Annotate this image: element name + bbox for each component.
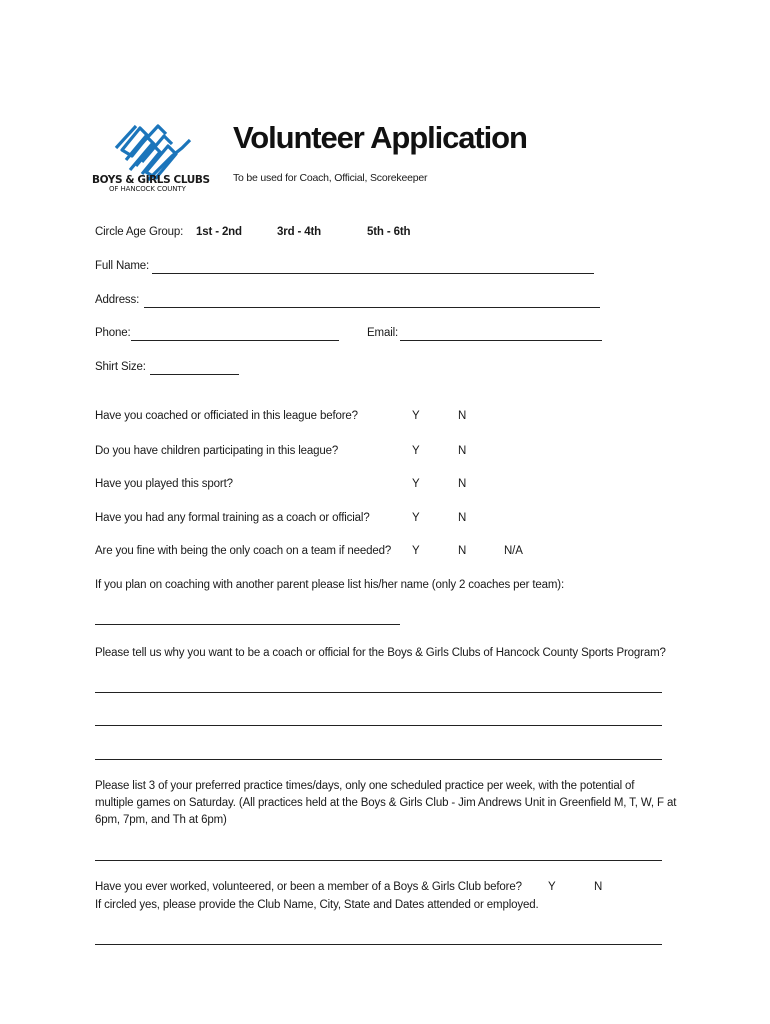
question-only-coach: Are you fine with being the only coach on a team if needed? bbox=[95, 545, 392, 557]
question-played-sport: Have you played this sport? bbox=[95, 478, 233, 490]
page-title: Volunteer Application bbox=[233, 120, 527, 155]
page-subtitle: To be used for Coach, Official, Scorekeeper bbox=[233, 172, 428, 184]
age-option-5th-6th[interactable]: 5th - 6th bbox=[367, 226, 411, 238]
answer-yes[interactable]: Y bbox=[412, 410, 420, 422]
answer-yes[interactable]: Y bbox=[412, 545, 420, 557]
practice-prompt-line-1: Please list 3 of your preferred practice times/days, only one scheduled practice per week, with the potential of bbox=[95, 780, 635, 792]
email-line[interactable] bbox=[400, 340, 602, 341]
answer-yes[interactable]: Y bbox=[412, 478, 420, 490]
address-label: Address: bbox=[95, 294, 140, 306]
question-coached-before: Have you coached or officiated in this league before? bbox=[95, 410, 358, 422]
answer-no[interactable]: N bbox=[594, 881, 603, 893]
shirt-size-label: Shirt Size: bbox=[95, 361, 146, 373]
member-line[interactable] bbox=[95, 944, 662, 945]
full-name-label: Full Name: bbox=[95, 260, 150, 272]
why-line-1[interactable] bbox=[95, 692, 662, 693]
phone-line[interactable] bbox=[131, 340, 339, 341]
answer-no[interactable]: N bbox=[458, 410, 467, 422]
practice-line[interactable] bbox=[95, 860, 662, 861]
answer-no[interactable]: N bbox=[458, 445, 467, 457]
age-group-label: Circle Age Group: bbox=[95, 226, 184, 238]
question-formal-training: Have you had any formal training as a coach or official? bbox=[95, 512, 370, 524]
answer-yes[interactable]: Y bbox=[412, 445, 420, 457]
address-line[interactable] bbox=[144, 307, 600, 308]
phone-label: Phone: bbox=[95, 327, 131, 339]
question-children-participating: Do you have children participating in this league? bbox=[95, 445, 339, 457]
practice-prompt-line-2: multiple games on Saturday. (All practices held at the Boys & Girls Club - Jim Andrews Unit in Greenfield M, T, W, F at bbox=[95, 797, 677, 809]
why-line-3[interactable] bbox=[95, 759, 662, 760]
full-name-line[interactable] bbox=[152, 273, 594, 274]
answer-no[interactable]: N bbox=[458, 478, 467, 490]
practice-prompt-line-3: 6pm, 7pm, and Th at 6pm) bbox=[95, 814, 227, 826]
answer-no[interactable]: N bbox=[458, 512, 467, 524]
shirt-size-line[interactable] bbox=[150, 374, 239, 375]
co-coach-line[interactable] bbox=[95, 624, 400, 625]
answer-yes[interactable]: Y bbox=[412, 512, 420, 524]
member-followup: If circled yes, please provide the Club Name, City, State and Dates attended or employed. bbox=[95, 899, 539, 911]
answer-na[interactable]: N/A bbox=[504, 545, 523, 557]
why-line-2[interactable] bbox=[95, 725, 662, 726]
answer-no[interactable]: N bbox=[458, 545, 467, 557]
logo-name: BOYS & GIRLS CLUBS bbox=[92, 174, 210, 186]
age-option-3rd-4th[interactable]: 3rd - 4th bbox=[277, 226, 322, 238]
why-prompt: Please tell us why you want to be a coach or official for the Boys & Girls Clubs of Hancock County Sports Program? bbox=[95, 647, 666, 659]
logo-subname: OF HANCOCK COUNTY bbox=[109, 185, 186, 193]
answer-yes[interactable]: Y bbox=[548, 881, 556, 893]
co-coach-prompt: If you plan on coaching with another parent please list his/her name (only 2 coaches per team): bbox=[95, 579, 565, 591]
email-label: Email: bbox=[367, 327, 399, 339]
age-option-1st-2nd[interactable]: 1st - 2nd bbox=[196, 226, 242, 238]
member-question: Have you ever worked, volunteered, or been a member of a Boys & Girls Club before? bbox=[95, 881, 522, 893]
